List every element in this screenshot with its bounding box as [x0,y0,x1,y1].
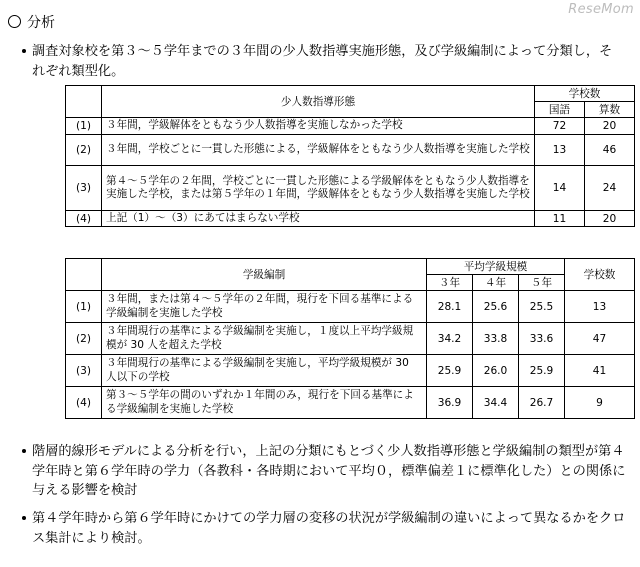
row-y5: 25.9 [519,355,565,387]
table2-subheader-y4: ４年 [473,275,519,291]
row-y4: 33.8 [473,323,519,355]
row-y3: 34.2 [427,323,473,355]
table1-header-count: 学校数 [535,86,635,102]
row-description: ３年間現行の基準による学級編制を実施し，１度以上平均学級規模が 30 人を超えた学校 [102,323,427,355]
bullet-classification [32,42,624,81]
bullet-text: 階層的線形モデルによる分析を行い，上記の分類にもとづく少人数指導形態と学級編制の類型が第４学年時と第６学年時の学力（各教科・各時期において平均０，標準偏差１に標準化した）との関係に与える影響を検討 [32,444,626,498]
row-sansu: 20 [585,118,635,135]
row-y3: 36.9 [427,387,473,419]
row-kokugo: 11 [535,211,585,227]
table-row [66,211,635,227]
bullet-text: 調査対象校を第３～５学年までの３年間の少人数指導実施形態，及び学級編制によって分類し，それぞれ類型化。 [32,44,613,79]
row-index: (3) [66,166,102,211]
row-description: ３年間，学校ごとに一貫した形態による，学級解体をともなう少人数指導を実施した学校 [102,135,535,166]
class-organization-table [65,258,635,419]
row-description: ３年間，学級解体をともなう少人数指導を実施しなかった学校 [102,118,535,135]
bullet-dot-icon [22,449,26,453]
row-y4: 25.6 [473,291,519,323]
circle-bullet-icon [8,15,21,28]
table-row [66,135,635,166]
table1-corner [66,86,102,118]
row-y5: 33.6 [519,323,565,355]
row-index: (1) [66,291,102,323]
row-y3: 25.9 [427,355,473,387]
section-heading [8,14,55,32]
table-row [66,387,635,419]
small-group-form-table [65,85,635,227]
row-count: 13 [565,291,635,323]
row-sansu: 24 [585,166,635,211]
row-description: ３年間，または第４～５学年の２年間，現行を下回る基準による学級編制を実施した学校 [102,291,427,323]
row-kokugo: 72 [535,118,585,135]
row-description: ３年間現行の基準による学級編制を実施し，平均学級規模が 30 人以下の学校 [102,355,427,387]
table-row [66,291,635,323]
row-index: (4) [66,211,102,227]
row-kokugo: 14 [535,166,585,211]
row-kokugo: 13 [535,135,585,166]
row-description: 第４～５学年の２年間，学校ごとに一貫した形態による学級解体をともなう少人数指導を実施した学校，または第５学年の１年間，学級解体をともなう少人数指導を実施した学校 [102,166,535,211]
row-index: (2) [66,323,102,355]
row-y5: 26.7 [519,387,565,419]
row-y3: 28.1 [427,291,473,323]
row-index: (1) [66,118,102,135]
section-title: 分析 [27,15,55,31]
table2-header-count: 学校数 [565,259,635,291]
row-y4: 26.0 [473,355,519,387]
table1-subheader-sansu: 算数 [585,102,635,118]
row-description: 上記（1）～（3）にあてはまらない学校 [102,211,535,227]
row-description: 第３～５学年の間のいずれか１年間のみ，現行を下回る基準による学級編制を実施した学校 [102,387,427,419]
row-index: (4) [66,387,102,419]
bullet-hlm-analysis [32,442,628,501]
table2-subheader-y5: ５年 [519,275,565,291]
row-index: (3) [66,355,102,387]
row-count: 9 [565,387,635,419]
bullet-text: 第４学年時から第６学年時にかけての学力層の変移の状況が学級編制の違いによって異なるかをクロス集計により検討。 [32,511,626,546]
row-sansu: 46 [585,135,635,166]
table1-header-form: 少人数指導形態 [102,86,535,118]
bullet-dot-icon [22,49,26,53]
row-count: 41 [565,355,635,387]
bullet-cross-tab [32,509,628,548]
table2-header-avg: 平均学級規模 [427,259,565,275]
bullet-dot-icon [22,516,26,520]
table1-subheader-kokugo: 国語 [535,102,585,118]
table2-subheader-y3: ３年 [427,275,473,291]
table-row [66,355,635,387]
row-sansu: 20 [585,211,635,227]
row-y4: 34.4 [473,387,519,419]
table-row [66,166,635,211]
row-index: (2) [66,135,102,166]
brand-logo: ReseMom [568,2,634,17]
table-row [66,323,635,355]
row-count: 47 [565,323,635,355]
row-y5: 25.5 [519,291,565,323]
table2-header-form: 学級編制 [102,259,427,291]
table-row [66,118,635,135]
table2-corner [66,259,102,291]
